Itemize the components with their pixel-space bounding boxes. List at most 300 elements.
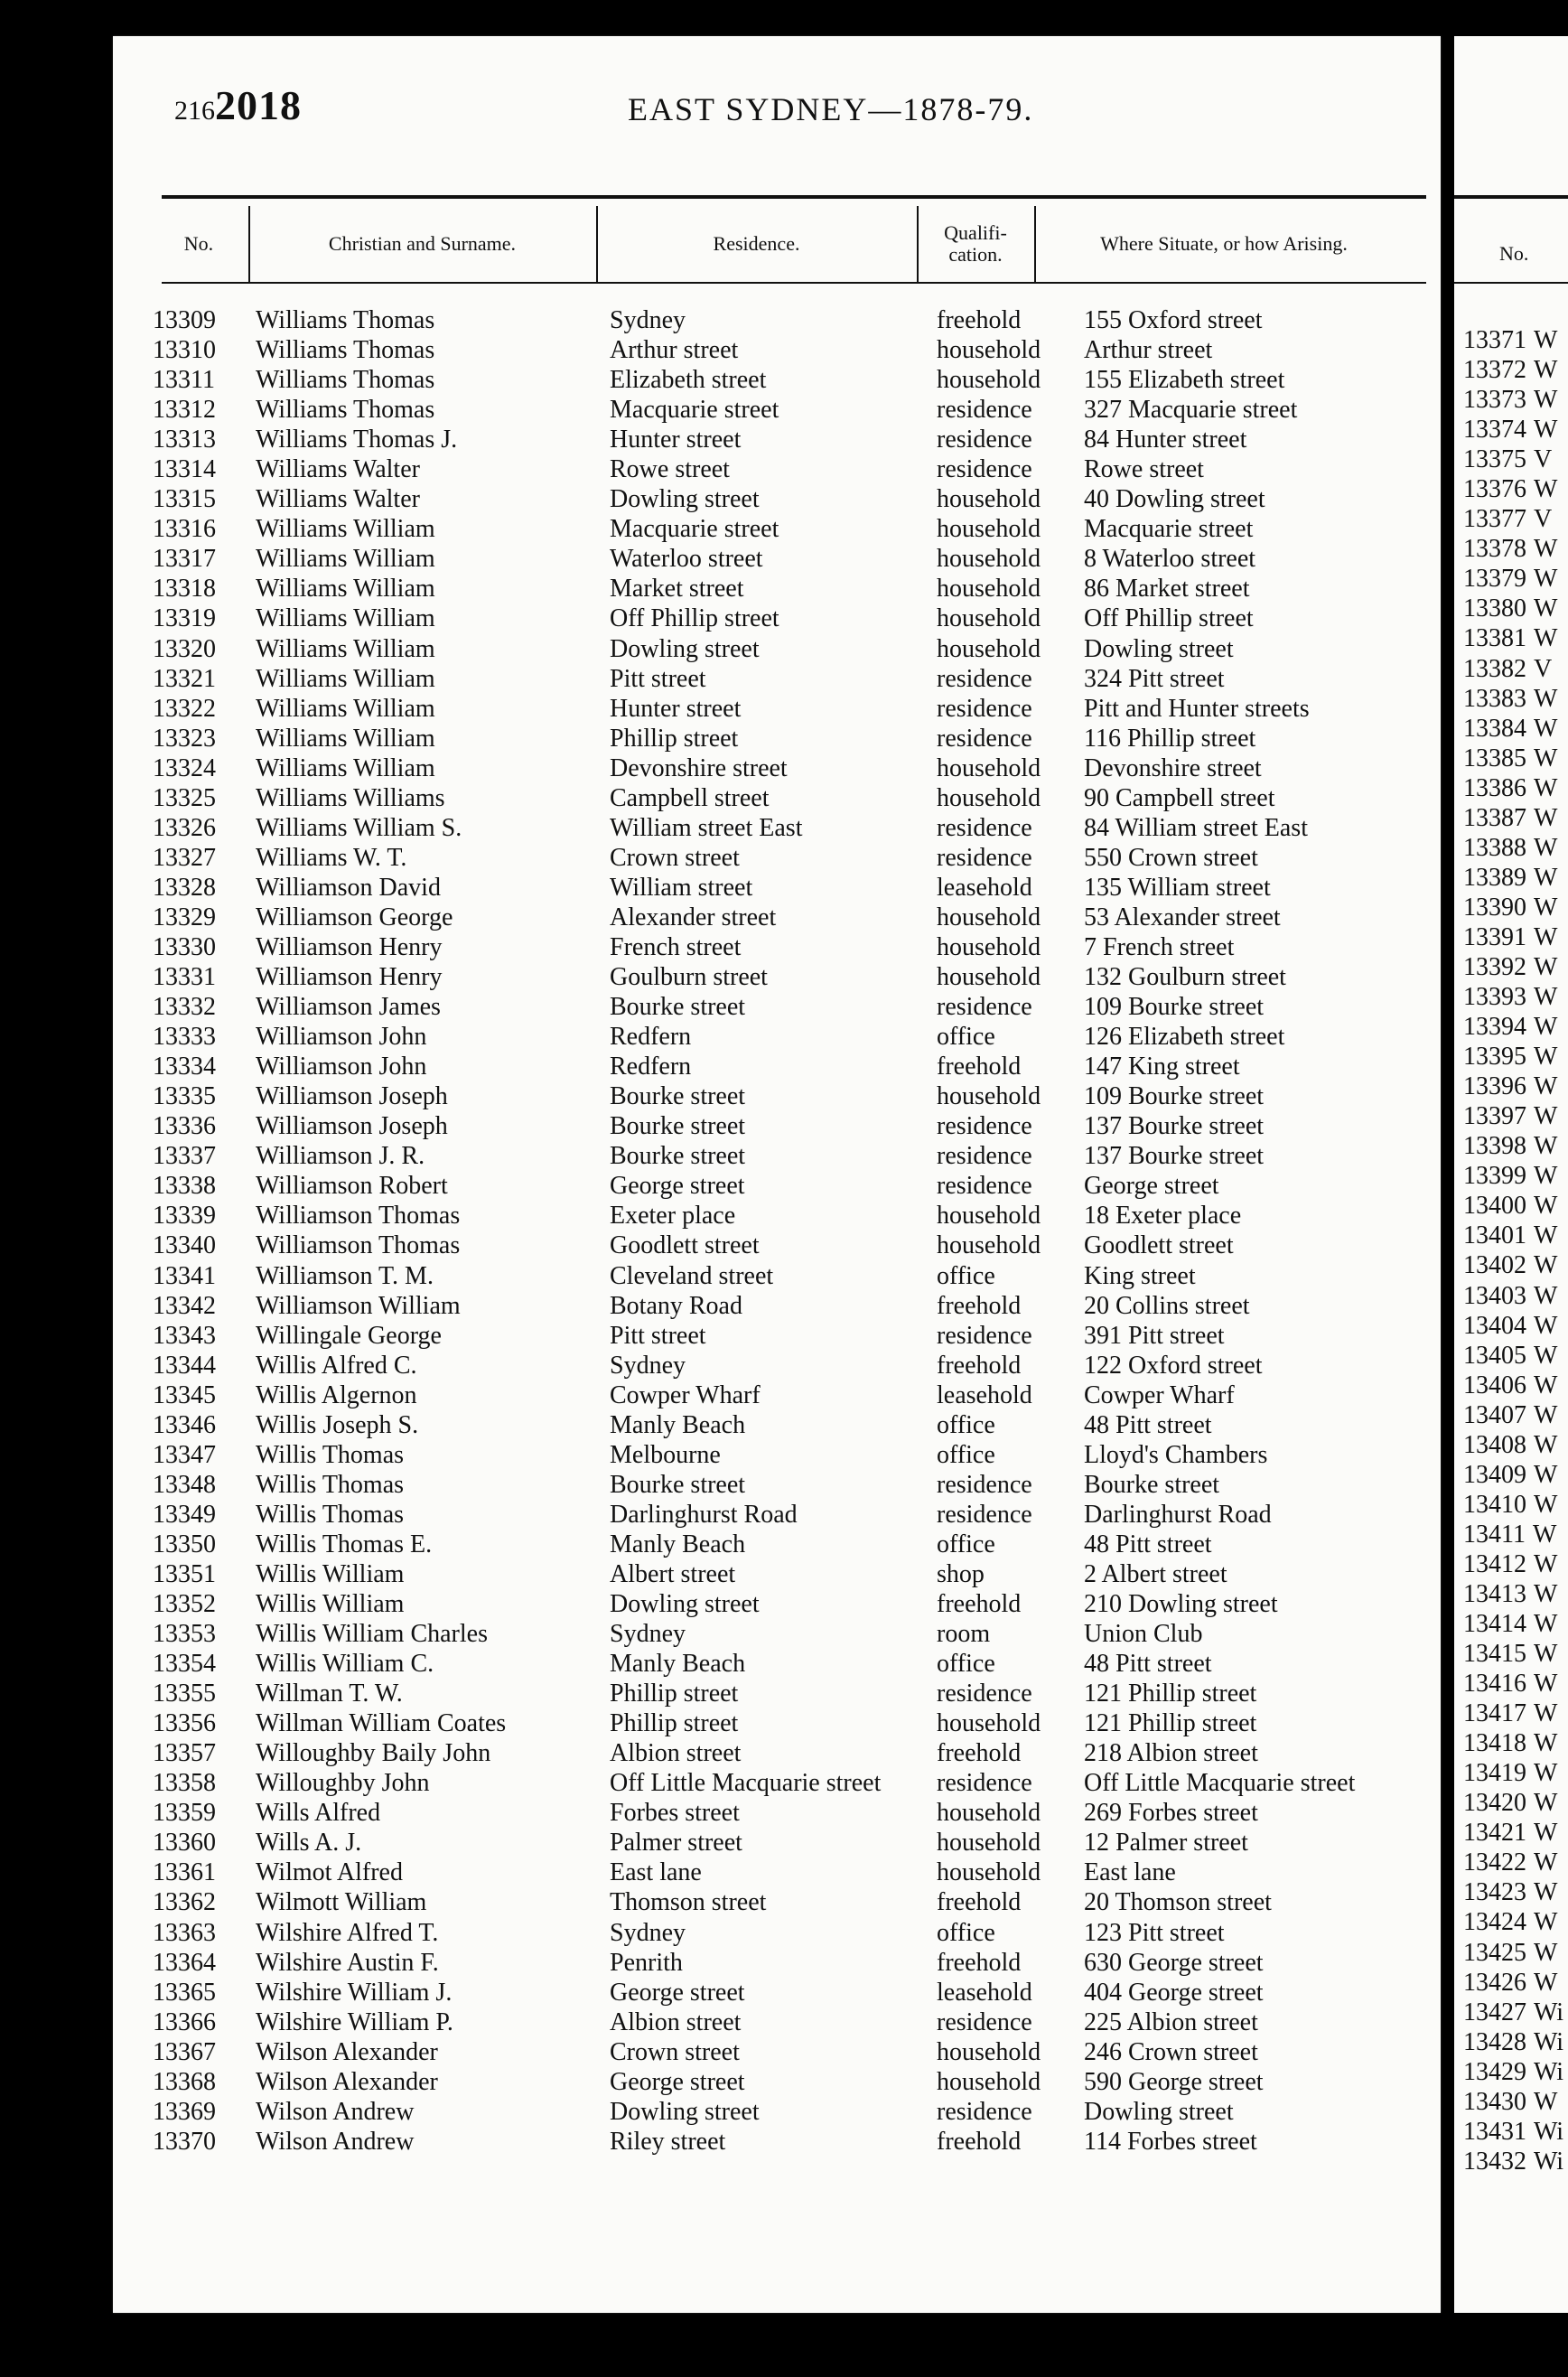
entry-residence: Cowper Wharf [610, 1380, 761, 1409]
entry-number: 13356 [153, 1709, 216, 1738]
table-row [113, 395, 1441, 425]
header-no: No. [183, 232, 214, 255]
entry-residence: Cleveland street [610, 1261, 774, 1290]
next-page-row [1463, 1371, 1563, 1400]
entry-where: Lloyd's Chambers [1084, 1440, 1268, 1469]
entry-number: 13325 [153, 783, 216, 812]
entry-residence: Off Phillip street [610, 604, 779, 633]
entry-residence: Palmer street [610, 1829, 742, 1858]
next-page-entry-number: 13381 [1463, 624, 1526, 653]
entry-residence: Forbes street [610, 1799, 740, 1828]
entry-where: 155 Elizabeth street [1084, 366, 1285, 395]
entry-qualification: residence [937, 396, 1032, 425]
entry-residence: Manly Beach [610, 1530, 746, 1558]
entry-number: 13367 [153, 2037, 216, 2066]
entry-residence: Macquarie street [610, 396, 779, 425]
next-page-entry-name-fragment: W [1534, 1162, 1558, 1191]
next-page-entry-name-fragment: W [1534, 1430, 1558, 1459]
entry-name: Willis William C. [256, 1650, 434, 1679]
next-page-entry-name-fragment: W [1534, 1043, 1558, 1072]
next-page-row [1463, 355, 1563, 385]
entry-number: 13313 [153, 426, 216, 454]
next-page-entry-number: 13399 [1463, 1162, 1526, 1191]
next-page-entry-number: 13395 [1463, 1043, 1526, 1072]
table-row [113, 1887, 1441, 1917]
entry-where: 155 Oxford street [1084, 306, 1263, 334]
next-page-row [1463, 1191, 1563, 1221]
entry-residence: Riley street [610, 2127, 726, 2156]
next-page-entry-name-fragment: Wi [1534, 2027, 1564, 2056]
table-row [113, 365, 1441, 395]
entry-residence: Manly Beach [610, 1410, 746, 1439]
entry-name: Williamson David [256, 873, 441, 902]
next-page-entry-name-fragment: W [1534, 1579, 1558, 1608]
entry-where: 210 Dowling street [1084, 1590, 1278, 1619]
entry-residence: Dowling street [610, 485, 760, 514]
next-page-entry-name-fragment: V [1534, 445, 1553, 474]
entry-number: 13319 [153, 604, 216, 633]
entry-residence: Campbell street [610, 783, 770, 812]
table-row [113, 932, 1441, 962]
table-row [113, 1918, 1441, 1948]
next-page-row [1463, 1609, 1563, 1639]
next-page-entry-name-fragment: W [1534, 1102, 1558, 1131]
next-page-entry-number: 13432 [1463, 2147, 1526, 2176]
next-page-entry-number: 13382 [1463, 654, 1526, 683]
entry-where: 109 Bourke street [1084, 993, 1265, 1022]
entry-qualification: household [937, 1829, 1041, 1858]
next-page-entry-number: 13390 [1463, 893, 1526, 922]
entry-where: Arthur street [1084, 336, 1213, 365]
entry-name: Williams William [256, 515, 435, 544]
page-number [174, 81, 302, 129]
entry-name: Wilshire Austin F. [256, 1948, 439, 1977]
entry-residence: Phillip street [610, 724, 739, 753]
table-row [113, 2127, 1441, 2157]
next-page-row [1463, 1520, 1563, 1549]
entry-residence: Rowe street [610, 455, 730, 484]
next-page-row [1463, 1699, 1563, 1728]
entry-number: 13364 [153, 1948, 216, 1977]
entry-residence: George street [610, 2067, 745, 2096]
entry-name: Williamson Thomas [256, 1231, 461, 1260]
entry-name: Williams Thomas [256, 336, 435, 365]
entry-number: 13328 [153, 873, 216, 902]
table-row [113, 1231, 1441, 1260]
next-page-row [1463, 2087, 1563, 2117]
entry-number: 13317 [153, 545, 216, 574]
entry-number: 13309 [153, 306, 216, 334]
table-row [113, 1111, 1441, 1141]
entry-residence: Crown street [610, 843, 740, 872]
entry-where: 122 Oxford street [1084, 1351, 1263, 1380]
next-page-entry-number: 13427 [1463, 1998, 1526, 2026]
next-page-entry-number: 13386 [1463, 773, 1526, 802]
table-row [113, 843, 1441, 873]
stamp-number: 2018 [215, 82, 302, 128]
next-page-entry-name-fragment: W [1534, 744, 1558, 772]
next-page-entry-number: 13385 [1463, 744, 1526, 772]
entry-name: Williamson Joseph [256, 1082, 448, 1111]
entry-where: Dowling street [1084, 634, 1234, 663]
next-page-row [1463, 893, 1563, 922]
table-row [113, 1649, 1441, 1679]
entry-number: 13311 [153, 366, 215, 395]
entry-residence: Hunter street [610, 426, 742, 454]
next-page-entry-number: 13429 [1463, 2057, 1526, 2086]
entry-number: 13343 [153, 1321, 216, 1350]
entry-number: 13329 [153, 903, 216, 931]
entry-qualification: office [937, 1261, 995, 1290]
entry-name: Williams William [256, 545, 435, 574]
entry-qualification: residence [937, 843, 1032, 872]
entry-name: Wilson Andrew [256, 2097, 415, 2126]
next-page-entry-number: 13430 [1463, 2087, 1526, 2116]
entry-number: 13316 [153, 515, 216, 544]
entry-where: East lane [1084, 1858, 1176, 1887]
entry-where: Off Phillip street [1084, 604, 1254, 633]
entry-qualification: leasehold [937, 1380, 1032, 1409]
next-page-entry-number: 13414 [1463, 1610, 1526, 1639]
next-page-entry-name-fragment: W [1534, 1670, 1558, 1699]
entry-name: Wilshire Alfred T. [256, 1918, 439, 1947]
table-row [113, 1201, 1441, 1231]
next-page-entry-name-fragment: W [1534, 2087, 1558, 2116]
entry-name: Williamson John [256, 1023, 427, 1052]
entry-where: 550 Crown street [1084, 843, 1258, 872]
next-page-entry-number: 13421 [1463, 1819, 1526, 1848]
table-row [113, 1500, 1441, 1530]
table-row [113, 1679, 1441, 1708]
entry-residence: Alexander street [610, 903, 777, 931]
entry-where: Pitt and Hunter streets [1084, 694, 1310, 723]
entry-where: 126 Elizabeth street [1084, 1023, 1285, 1052]
entry-residence: Bourke street [610, 1112, 746, 1141]
register-rows [113, 305, 1441, 2157]
entry-name: Williams William [256, 634, 435, 663]
entry-number: 13337 [153, 1142, 216, 1171]
page-title: EAST SYDNEY—1878-79. [628, 91, 1034, 127]
entry-name: Wilmot Alfred [256, 1858, 403, 1887]
next-page-entry-name-fragment: W [1534, 1789, 1558, 1818]
table-row [113, 962, 1441, 992]
next-page-entry-name-fragment: W [1534, 1013, 1558, 1042]
entry-name: Williamson William [256, 1291, 461, 1320]
next-page-row [1463, 325, 1563, 355]
table-row [113, 1261, 1441, 1291]
entry-qualification: leasehold [937, 873, 1032, 902]
next-page-row [1463, 1490, 1563, 1520]
entry-where: 40 Dowling street [1084, 485, 1265, 514]
next-page-row [1463, 1579, 1563, 1609]
header-where: Where Situate, or how Arising. [1100, 232, 1348, 255]
entry-residence: Phillip street [610, 1680, 739, 1708]
entry-qualification: freehold [937, 1888, 1022, 1917]
next-page-entry-number: 13420 [1463, 1789, 1526, 1818]
next-page-entry-number: 13422 [1463, 1848, 1526, 1877]
next-page-row [1463, 1877, 1563, 1907]
next-page-entry-name-fragment: W [1534, 386, 1558, 415]
entry-residence: Melbourne [610, 1440, 721, 1469]
entry-residence: Arthur street [610, 336, 739, 365]
next-page-entry-name-fragment: W [1534, 1132, 1558, 1161]
entry-where: Bourke street [1084, 1470, 1220, 1499]
entry-residence: Albion street [610, 1739, 742, 1768]
entry-where: 269 Forbes street [1084, 1799, 1258, 1828]
next-page-row [1463, 1669, 1563, 1699]
next-page-row [1463, 654, 1563, 684]
table-row [113, 1738, 1441, 1768]
entry-qualification: residence [937, 2007, 1032, 2036]
entry-number: 13338 [153, 1172, 216, 1201]
entry-residence: Penrith [610, 1948, 683, 1977]
entry-name: Williamson Thomas [256, 1202, 461, 1231]
entry-residence: Botany Road [610, 1291, 742, 1320]
entry-qualification: household [937, 1231, 1041, 1260]
table-row [113, 1798, 1441, 1828]
entry-number: 13350 [153, 1530, 216, 1558]
next-page-entry-name-fragment: W [1534, 1610, 1558, 1639]
entry-name: Williamson John [256, 1053, 427, 1081]
entry-number: 13345 [153, 1380, 216, 1409]
entry-qualification: residence [937, 2097, 1032, 2126]
next-page-entry-number: 13419 [1463, 1759, 1526, 1788]
next-page-entry-name-fragment: W [1534, 1908, 1558, 1937]
entry-residence: Dowling street [610, 634, 760, 663]
entry-where: 121 Phillip street [1084, 1709, 1257, 1738]
entry-where: Rowe street [1084, 455, 1204, 484]
next-page-row [1463, 684, 1563, 714]
next-page-entry-name-fragment: W [1534, 1938, 1558, 1967]
next-page-row [1463, 1311, 1563, 1341]
next-page-row [1463, 952, 1563, 982]
table-row [113, 305, 1441, 335]
next-page-entry-name-fragment: W [1534, 952, 1558, 981]
entry-number: 13362 [153, 1888, 216, 1917]
next-page-entry-number: 13391 [1463, 922, 1526, 951]
entry-where: 90 Campbell street [1084, 783, 1275, 812]
entry-name: Williams Williams [256, 783, 445, 812]
entry-name: Wilshire William J. [256, 1978, 453, 2007]
entry-number: 13327 [153, 843, 216, 872]
entry-qualification: household [937, 783, 1041, 812]
entry-name: Willoughby Baily John [256, 1739, 491, 1768]
entry-number: 13335 [153, 1082, 216, 1111]
next-page-entry-name-fragment: W [1534, 1640, 1558, 1669]
entry-where: 20 Thomson street [1084, 1888, 1272, 1917]
table-row [113, 1171, 1441, 1201]
entry-name: Williams William [256, 694, 435, 723]
next-page-entry-name-fragment: W [1534, 1549, 1558, 1578]
next-page-entry-name-fragment: W [1534, 475, 1558, 504]
next-page-entry-name-fragment: W [1534, 1192, 1558, 1221]
entry-number: 13352 [153, 1590, 216, 1619]
entry-qualification: freehold [937, 1291, 1022, 1320]
next-page-entry-name-fragment: W [1534, 1371, 1558, 1399]
header-residence: Residence. [713, 232, 800, 255]
entry-where: 84 William street East [1084, 813, 1308, 842]
entry-where: 137 Bourke street [1084, 1112, 1265, 1141]
entry-qualification: residence [937, 694, 1032, 723]
next-page-entry-number: 13375 [1463, 445, 1526, 474]
next-page-entry-number: 13371 [1463, 326, 1526, 354]
entry-where: 48 Pitt street [1084, 1650, 1212, 1679]
table-row [113, 664, 1441, 694]
entry-name: Willis Thomas [256, 1470, 405, 1499]
table-row [113, 335, 1441, 365]
entry-residence: Darlinghurst Road [610, 1500, 798, 1529]
entry-number: 13330 [153, 932, 216, 961]
table-row [113, 1619, 1441, 1649]
entry-qualification: room [937, 1620, 991, 1649]
entry-residence: Manly Beach [610, 1650, 746, 1679]
entry-qualification: residence [937, 1500, 1032, 1529]
entry-qualification: household [937, 604, 1041, 633]
next-page-entry-number: 13372 [1463, 356, 1526, 385]
next-page-entry-name-fragment: Wi [1534, 2057, 1564, 2086]
next-page-entry-number: 13406 [1463, 1371, 1526, 1399]
next-page-entry-number: 13417 [1463, 1699, 1526, 1728]
entry-qualification: household [937, 485, 1041, 514]
next-page-entry-number: 13424 [1463, 1908, 1526, 1937]
table-row [113, 574, 1441, 604]
table-row [113, 1291, 1441, 1321]
table-row [113, 425, 1441, 454]
next-page-entry-name-fragment: W [1534, 803, 1558, 832]
entry-where: 121 Phillip street [1084, 1680, 1257, 1708]
entry-qualification: residence [937, 993, 1032, 1022]
entry-residence: Albert street [610, 1559, 736, 1588]
entry-where: Off Little Macquarie street [1084, 1769, 1356, 1798]
table-row [113, 783, 1441, 813]
entry-residence: Crown street [610, 2037, 740, 2066]
table-row [113, 454, 1441, 484]
next-page-entry-name-fragment: W [1534, 833, 1558, 862]
next-page-entry-number: 13418 [1463, 1729, 1526, 1758]
table-row [113, 1530, 1441, 1559]
table-row [113, 1351, 1441, 1380]
table-row [113, 1321, 1441, 1351]
next-page-row [1463, 1042, 1563, 1072]
entry-where: 225 Albion street [1084, 2007, 1258, 2036]
next-page-row [1463, 1728, 1563, 1758]
next-page-row [1463, 1818, 1563, 1848]
entry-where: 84 Hunter street [1084, 426, 1247, 454]
entry-name: Williams Walter [256, 485, 420, 514]
header-name: Christian and Surname. [328, 232, 517, 255]
entry-residence: Thomson street [610, 1888, 767, 1917]
table-row [113, 1022, 1441, 1052]
entry-name: Willman William Coates [256, 1709, 507, 1738]
entry-number: 13333 [153, 1023, 216, 1052]
table-row [113, 992, 1441, 1022]
table-row [113, 903, 1441, 932]
next-page-entry-number: 13400 [1463, 1192, 1526, 1221]
entry-qualification: residence [937, 1680, 1032, 1708]
next-page-entry-name-fragment: W [1534, 684, 1558, 713]
table-row [113, 724, 1441, 753]
entry-qualification: household [937, 1858, 1041, 1887]
entry-name: Wills Alfred [256, 1799, 381, 1828]
table-row [113, 1440, 1441, 1470]
table-row [113, 634, 1441, 664]
entry-where: 137 Bourke street [1084, 1142, 1265, 1171]
next-page-entry-number: 13411 [1463, 1520, 1526, 1549]
next-page-row [1463, 2027, 1563, 2057]
entry-qualification: freehold [937, 1948, 1022, 1977]
entry-name: Willingale George [256, 1321, 442, 1350]
next-page-entry-name-fragment: V [1534, 505, 1553, 534]
entry-name: Williams William [256, 575, 435, 604]
entry-residence: Exeter place [610, 1202, 736, 1231]
entry-number: 13334 [153, 1053, 216, 1081]
entry-where: 12 Palmer street [1084, 1829, 1248, 1858]
next-page-entry-number: 13383 [1463, 684, 1526, 713]
entry-number: 13349 [153, 1500, 216, 1529]
entry-where: 404 George street [1084, 1978, 1264, 2007]
entry-residence: East lane [610, 1858, 702, 1887]
next-page-entry-name-fragment: W [1534, 1311, 1558, 1340]
entry-where: 116 Phillip street [1084, 724, 1256, 753]
next-page-row [1463, 1072, 1563, 1101]
entry-qualification: household [937, 545, 1041, 574]
entry-qualification: residence [937, 1172, 1032, 1201]
entry-qualification: freehold [937, 1351, 1022, 1380]
next-page-row [1463, 474, 1563, 504]
entry-number: 13357 [153, 1739, 216, 1768]
table-row [113, 1470, 1441, 1500]
next-page-entry-number: 13379 [1463, 565, 1526, 594]
table-row [113, 2097, 1441, 2127]
entry-qualification: household [937, 575, 1041, 604]
next-page-row [1463, 1012, 1563, 1042]
entry-residence: William street East [610, 813, 803, 842]
entry-where: 18 Exeter place [1084, 1202, 1242, 1231]
entry-qualification: household [937, 634, 1041, 663]
entry-where: 123 Pitt street [1084, 1918, 1225, 1947]
entry-number: 13323 [153, 724, 216, 753]
next-page-header-rule [1454, 282, 1568, 284]
entry-number: 13340 [153, 1231, 216, 1260]
header-qualification: Qualifi- cation. [944, 221, 1007, 266]
entry-qualification: residence [937, 1112, 1032, 1141]
entry-name: Williamson James [256, 993, 441, 1022]
entry-where: 2 Albert street [1084, 1559, 1227, 1588]
entry-residence: Pitt street [610, 664, 706, 693]
next-page-row [1463, 1938, 1563, 1968]
next-page-entry-name-fragment: W [1534, 1341, 1558, 1370]
table-row [113, 1978, 1441, 2007]
table-row [113, 544, 1441, 574]
entry-qualification: household [937, 1082, 1041, 1111]
next-page-entry-number: 13374 [1463, 416, 1526, 445]
next-page-entry-name-fragment: W [1534, 922, 1558, 951]
next-page-entry-number: 13408 [1463, 1430, 1526, 1459]
entry-qualification: office [937, 1410, 995, 1439]
entry-number: 13366 [153, 2007, 216, 2036]
entry-name: Willis Algernon [256, 1380, 417, 1409]
entry-qualification: household [937, 1709, 1041, 1738]
entry-name: Willis William Charles [256, 1620, 488, 1649]
entry-qualification: residence [937, 426, 1032, 454]
entry-qualification: household [937, 2067, 1041, 2096]
entry-qualification: household [937, 336, 1041, 365]
next-page-entry-number: 13376 [1463, 475, 1526, 504]
entry-residence: Redfern [610, 1053, 692, 1081]
entry-name: Williamson T. M. [256, 1261, 434, 1290]
entry-residence: Sydney [610, 1620, 686, 1649]
entry-where: 147 King street [1084, 1053, 1240, 1081]
